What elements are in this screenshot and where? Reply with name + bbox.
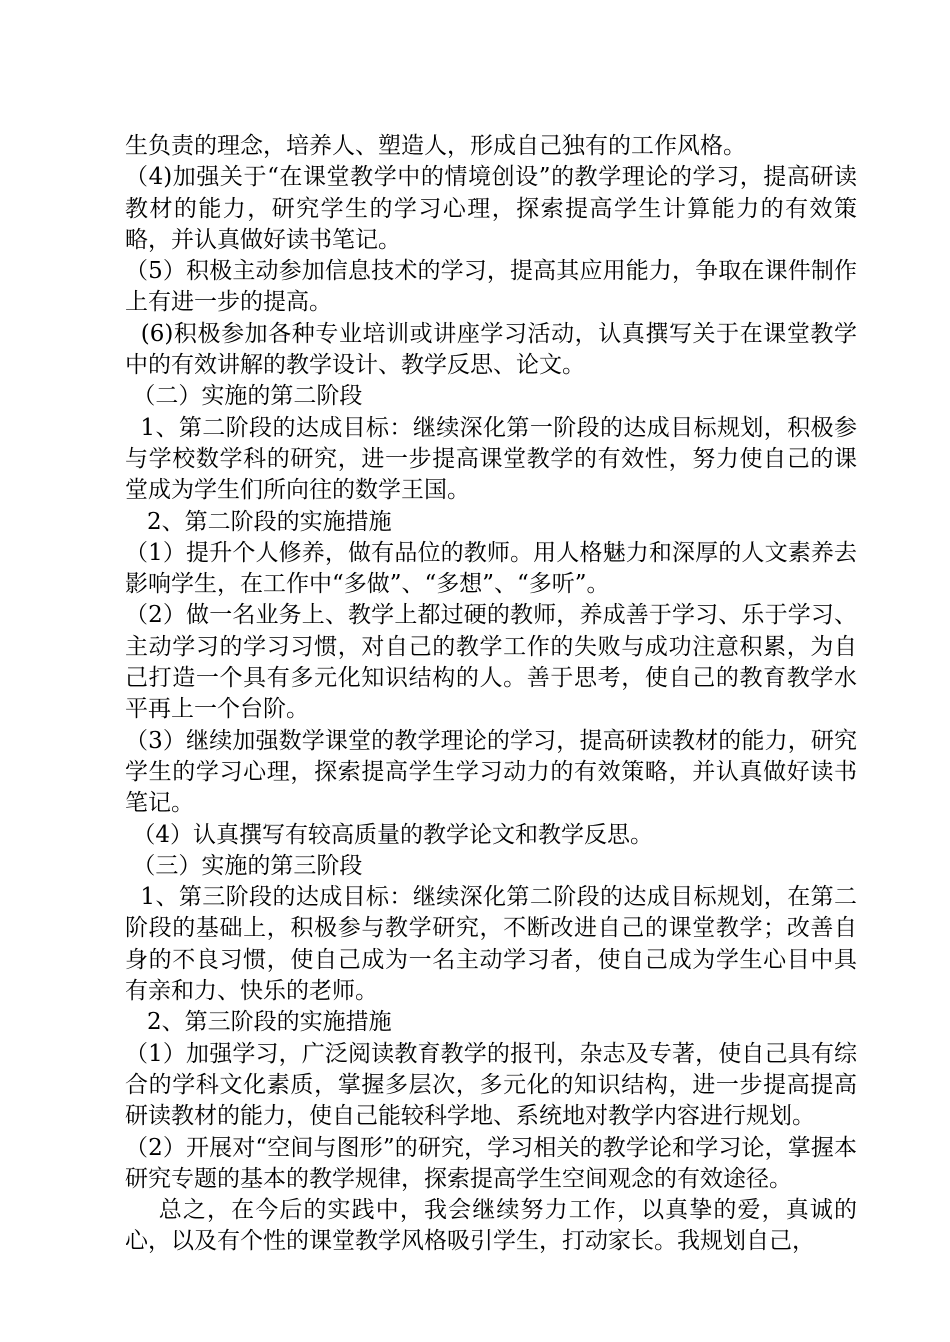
subheading-stage-3-measures: 2、第三阶段的实施措施	[125, 1009, 392, 1036]
paragraph-stage-2-item-3: （3）继续加强数学课堂的教学理论的学习，提高研读教材的能力，研究学生的学习心理，探索提高学生学习动力的有效策略，并认真做好读书笔记。	[125, 727, 857, 817]
paragraph-stage-3-item-2: （2）开展对“空间与图形”的研究，学习相关的教学论和学习论，掌握本研究专题的基本的教学规律，探索提高学生空间观念的有效途径。	[125, 1134, 857, 1192]
paragraph-stage-2-goal: 1、第二阶段的达成目标：继续深化第一阶段的达成目标规划，积极参与学校数学科的研究，进一步提高课堂教学的有效性，努力使自己的课堂成为学生们所向往的数学王国。	[125, 414, 857, 504]
paragraph-stage-2-item-2: （2）做一名业务上、教学上都过硬的教师，养成善于学习、乐于学习、主动学习的学习习惯，对自己的教学工作的失败与成功注意积累，为自己打造一个具有多元化知识结构的人。善于思考，使自己的教育教学水平再上一个台阶。	[125, 602, 857, 723]
document-body	[125, 131, 857, 1258]
paragraph-4: (6)积极参加各种专业培训或讲座学习活动，认真撰写关于在课堂教学中的有效讲解的教学设计、教学反思、论文。	[125, 320, 857, 379]
section-heading-stage-2: （二）实施的第二阶段	[125, 383, 363, 410]
paragraph-3: （5）积极主动参加信息技术的学习，提高其应用能力，争取在课件制作上有进一步的提高。	[125, 258, 857, 316]
paragraph-stage-3-goal: 1、第三阶段的达成目标：继续深化第二阶段的达成目标规划，在第二阶段的基础上，积极参与教学研究，不断改进自己的课堂教学；改善自身的不良习惯，使自己成为一名主动学习者，使自己成为学生心目中具有亲和力、快乐的老师。	[125, 884, 857, 1005]
paragraph-1: 生负责的理念，培养人、塑造人，形成自己独有的工作风格。	[125, 133, 746, 159]
subheading-stage-2-measures: 2、第二阶段的实施措施	[125, 508, 392, 535]
paragraph-stage-3-item-1: （1）加强学习，广泛阅读教育教学的报刊，杂志及专著，使自己具有综合的学科文化素质，掌握多层次，多元化的知识结构，进一步提高提高研读教材的能力，使自己能较科学地、系统地对教学内容进行规划。	[125, 1040, 857, 1130]
paragraph-summary: 总之，在今后的实践中，我会继续努力工作，以真挚的爱，真诚的心，以及有个性的课堂教学风格吸引学生，打动家长。我规划自己，	[125, 1197, 857, 1255]
section-heading-stage-3: （三）实施的第三阶段	[125, 852, 363, 879]
paragraph-stage-2-item-1: （1）提升个人修养，做有品位的教师。用人格魅力和深厚的人文素养去影响学生，在工作中“多做”、“多想”、“多听”。	[125, 539, 857, 598]
paragraph-stage-2-item-4: （4）认真撰写有较高质量的教学论文和教学反思。	[125, 821, 653, 848]
paragraph-2: （4)加强关于“在课堂教学中的情境创设”的教学理论的学习，提高研读教材的能力，研究学生的学习心理，探索提高学生计算能力的有效策略，并认真做好读书笔记。	[125, 164, 857, 253]
